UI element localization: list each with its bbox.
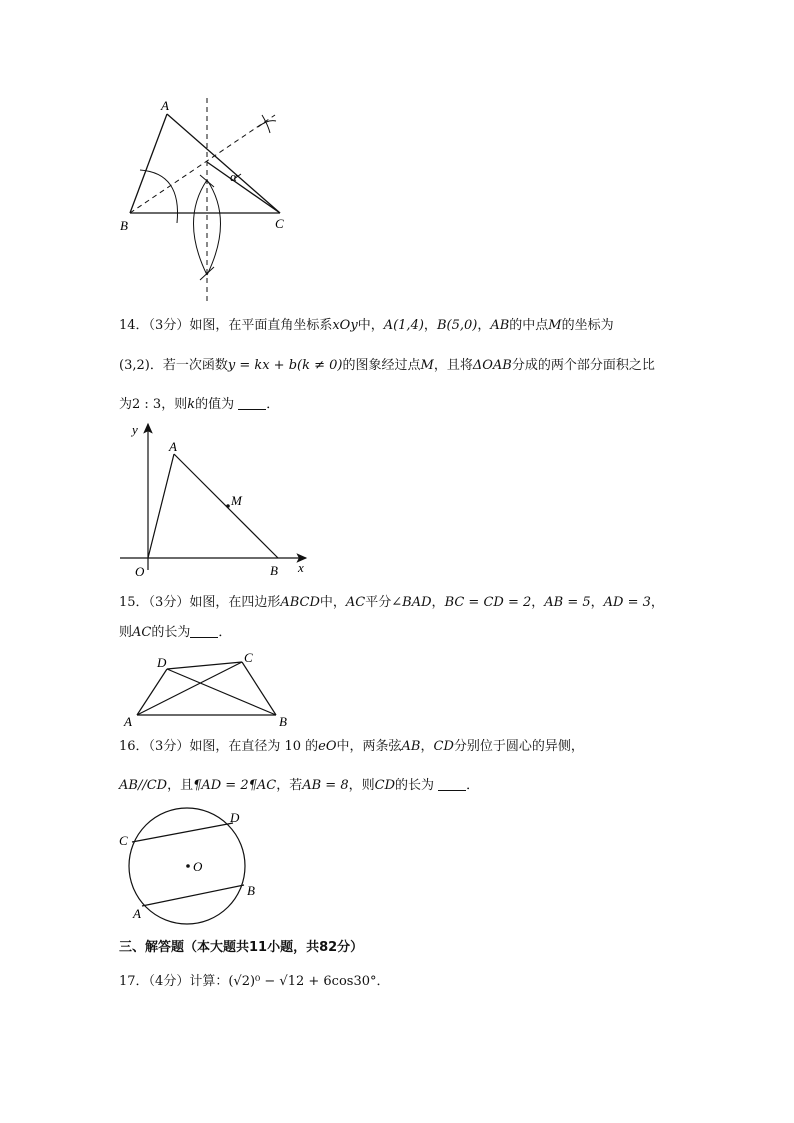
q14-segment-ab: AB xyxy=(490,318,510,333)
q16-answer-blank[interactable] xyxy=(438,778,466,791)
q15-ac: AC xyxy=(345,595,366,610)
q14-text: 的图象经过点 xyxy=(342,358,421,373)
q14-triangle: ΔOAB xyxy=(472,358,512,373)
q15-eq1: BC = CD = 2 xyxy=(444,595,532,610)
quadrilateral-figure xyxy=(120,650,300,730)
q15-text: 的长为 xyxy=(151,625,191,640)
q14-point-m: M xyxy=(420,358,434,373)
q17-text: ． xyxy=(376,974,390,989)
label-c: C xyxy=(119,833,128,848)
side-ab xyxy=(130,114,167,213)
q15-answer-blank[interactable] xyxy=(190,625,218,638)
q14-line1 xyxy=(119,318,614,334)
q16-text: 分别位于圆心的异侧， xyxy=(453,739,584,754)
q16-ab: AB xyxy=(401,739,421,754)
q14-text: ．若一次函数 xyxy=(149,358,228,373)
q15-quad: ABCD xyxy=(280,595,320,610)
q16-number: 16． xyxy=(119,739,149,754)
label-x: x xyxy=(298,560,304,575)
chord-ab xyxy=(142,885,244,906)
q14-text: 的值为 xyxy=(195,397,235,412)
lens-arc-right xyxy=(207,180,221,275)
q16-parallel: AB//CD xyxy=(119,778,168,793)
q15-text: ， xyxy=(531,595,545,610)
q14-text: 的坐标为 xyxy=(561,318,614,333)
side-ac xyxy=(167,114,280,213)
q14-text: ， xyxy=(477,318,491,333)
q16-arc-relation: ¶AD = 2¶AC xyxy=(193,778,277,793)
q14-text: 如图，在平面直角坐标系 xyxy=(189,318,333,333)
label-d: D xyxy=(230,810,240,825)
diagonal-ac xyxy=(137,662,242,715)
q15-line2 xyxy=(119,625,231,641)
q15-text: 则 xyxy=(119,625,133,640)
label-a: A xyxy=(161,98,169,113)
q14-number: 14． xyxy=(119,318,149,333)
q14-text: 的中点 xyxy=(509,318,549,333)
q15-text: ， xyxy=(431,595,445,610)
label-a: A xyxy=(124,714,132,729)
q14-function: y = kx + b(k ≠ 0) xyxy=(227,358,343,373)
section-heading: 三、解答题（本大题共11小题，共82分） xyxy=(119,940,364,955)
label-m: M xyxy=(231,493,242,508)
q14-text: 分成的两个部分面积之比 xyxy=(511,358,655,373)
q16-cd: CD xyxy=(433,739,454,754)
label-a: A xyxy=(169,439,177,454)
lens-tick-top xyxy=(200,175,214,187)
q17-text: 计算： xyxy=(189,974,229,989)
q17-number: 17． xyxy=(119,974,149,989)
label-alpha: α xyxy=(230,169,237,184)
q16-score: （3分） xyxy=(148,739,190,754)
q15-score: （3分） xyxy=(148,595,190,610)
label-b: B xyxy=(120,218,128,233)
q16-text: 如图，在直径为 10 的 xyxy=(189,739,319,754)
label-b: B xyxy=(279,714,287,729)
q17-expression: (√2)⁰ − √12 + 6cos30° xyxy=(228,974,377,989)
label-o: O xyxy=(193,859,203,874)
q14-text: 中， xyxy=(357,318,384,333)
construction-figure xyxy=(110,95,290,305)
q14-answer-blank[interactable] xyxy=(238,397,266,410)
q15-text: 中， xyxy=(319,595,346,610)
q15-text: ， xyxy=(650,595,664,610)
q15-text: 如图，在四边形 xyxy=(189,595,281,610)
q16-text: ． xyxy=(466,778,480,793)
q16-line2 xyxy=(119,778,479,794)
q14-text: ． xyxy=(266,397,280,412)
q14-text: ，且将 xyxy=(433,358,473,373)
q14-ratio: 2 : 3 xyxy=(132,397,162,412)
q15-number: 15． xyxy=(119,595,149,610)
q15-text: 平分 xyxy=(365,595,392,610)
q14-text: 为 xyxy=(119,397,133,412)
q15-ac: AC xyxy=(132,625,152,640)
label-d: D xyxy=(157,655,167,670)
q15-eq3: AD = 3 xyxy=(603,595,651,610)
q15-eq2: AB = 5 xyxy=(544,595,591,610)
q14-line3 xyxy=(119,397,279,413)
q14-line2 xyxy=(119,358,655,374)
q16-text: ，且 xyxy=(167,778,194,793)
lens-arc-left xyxy=(194,180,208,275)
label-a: A xyxy=(133,906,141,921)
q14-point-a: A(1,4) xyxy=(383,318,424,333)
label-c: C xyxy=(244,650,253,665)
q14-point-m: M xyxy=(548,318,562,333)
segment-oa xyxy=(148,454,174,558)
q16-text: ，若 xyxy=(276,778,303,793)
q16-text: ，则 xyxy=(348,778,375,793)
arc-at-b xyxy=(140,170,178,223)
center-o xyxy=(186,864,190,868)
label-c: C xyxy=(275,216,284,231)
segment-ab xyxy=(174,454,278,558)
q16-line1 xyxy=(119,739,584,755)
point-m xyxy=(226,504,230,508)
angle-bisector-dashed xyxy=(130,115,275,213)
q16-o: O xyxy=(325,739,337,754)
q14-m-coord: (3,2) xyxy=(119,358,150,373)
q16-ab-eq: AB = 8 xyxy=(302,778,349,793)
q16-circle-symbol: e xyxy=(318,739,326,754)
q14-point-b: B(5,0) xyxy=(436,318,478,333)
label-o: O xyxy=(135,564,145,579)
label-b: B xyxy=(247,883,255,898)
circle-figure xyxy=(116,805,276,930)
q14-score: （3分） xyxy=(148,318,190,333)
coordinate-figure xyxy=(118,418,318,583)
q14-k: k xyxy=(187,397,196,412)
q15-line1 xyxy=(119,595,664,611)
q16-text: 中，两条弦 xyxy=(336,739,402,754)
side-cb xyxy=(242,662,276,715)
label-y: y xyxy=(132,422,138,437)
q16-text: ， xyxy=(420,739,434,754)
q14-text: ，则 xyxy=(161,397,188,412)
cross-mark xyxy=(258,115,276,133)
q15-text: ． xyxy=(218,625,232,640)
q17-line xyxy=(119,974,390,990)
q14-text: ， xyxy=(423,318,437,333)
q17-score: （4分） xyxy=(148,974,190,989)
q15-angle: ∠BAD xyxy=(391,595,432,610)
label-b: B xyxy=(270,563,278,578)
q14-xoy: xOy xyxy=(332,318,358,333)
q15-text: ， xyxy=(590,595,604,610)
q16-cd: CD xyxy=(374,778,395,793)
chord-cd xyxy=(132,823,233,842)
q16-text: 的长为 xyxy=(395,778,435,793)
